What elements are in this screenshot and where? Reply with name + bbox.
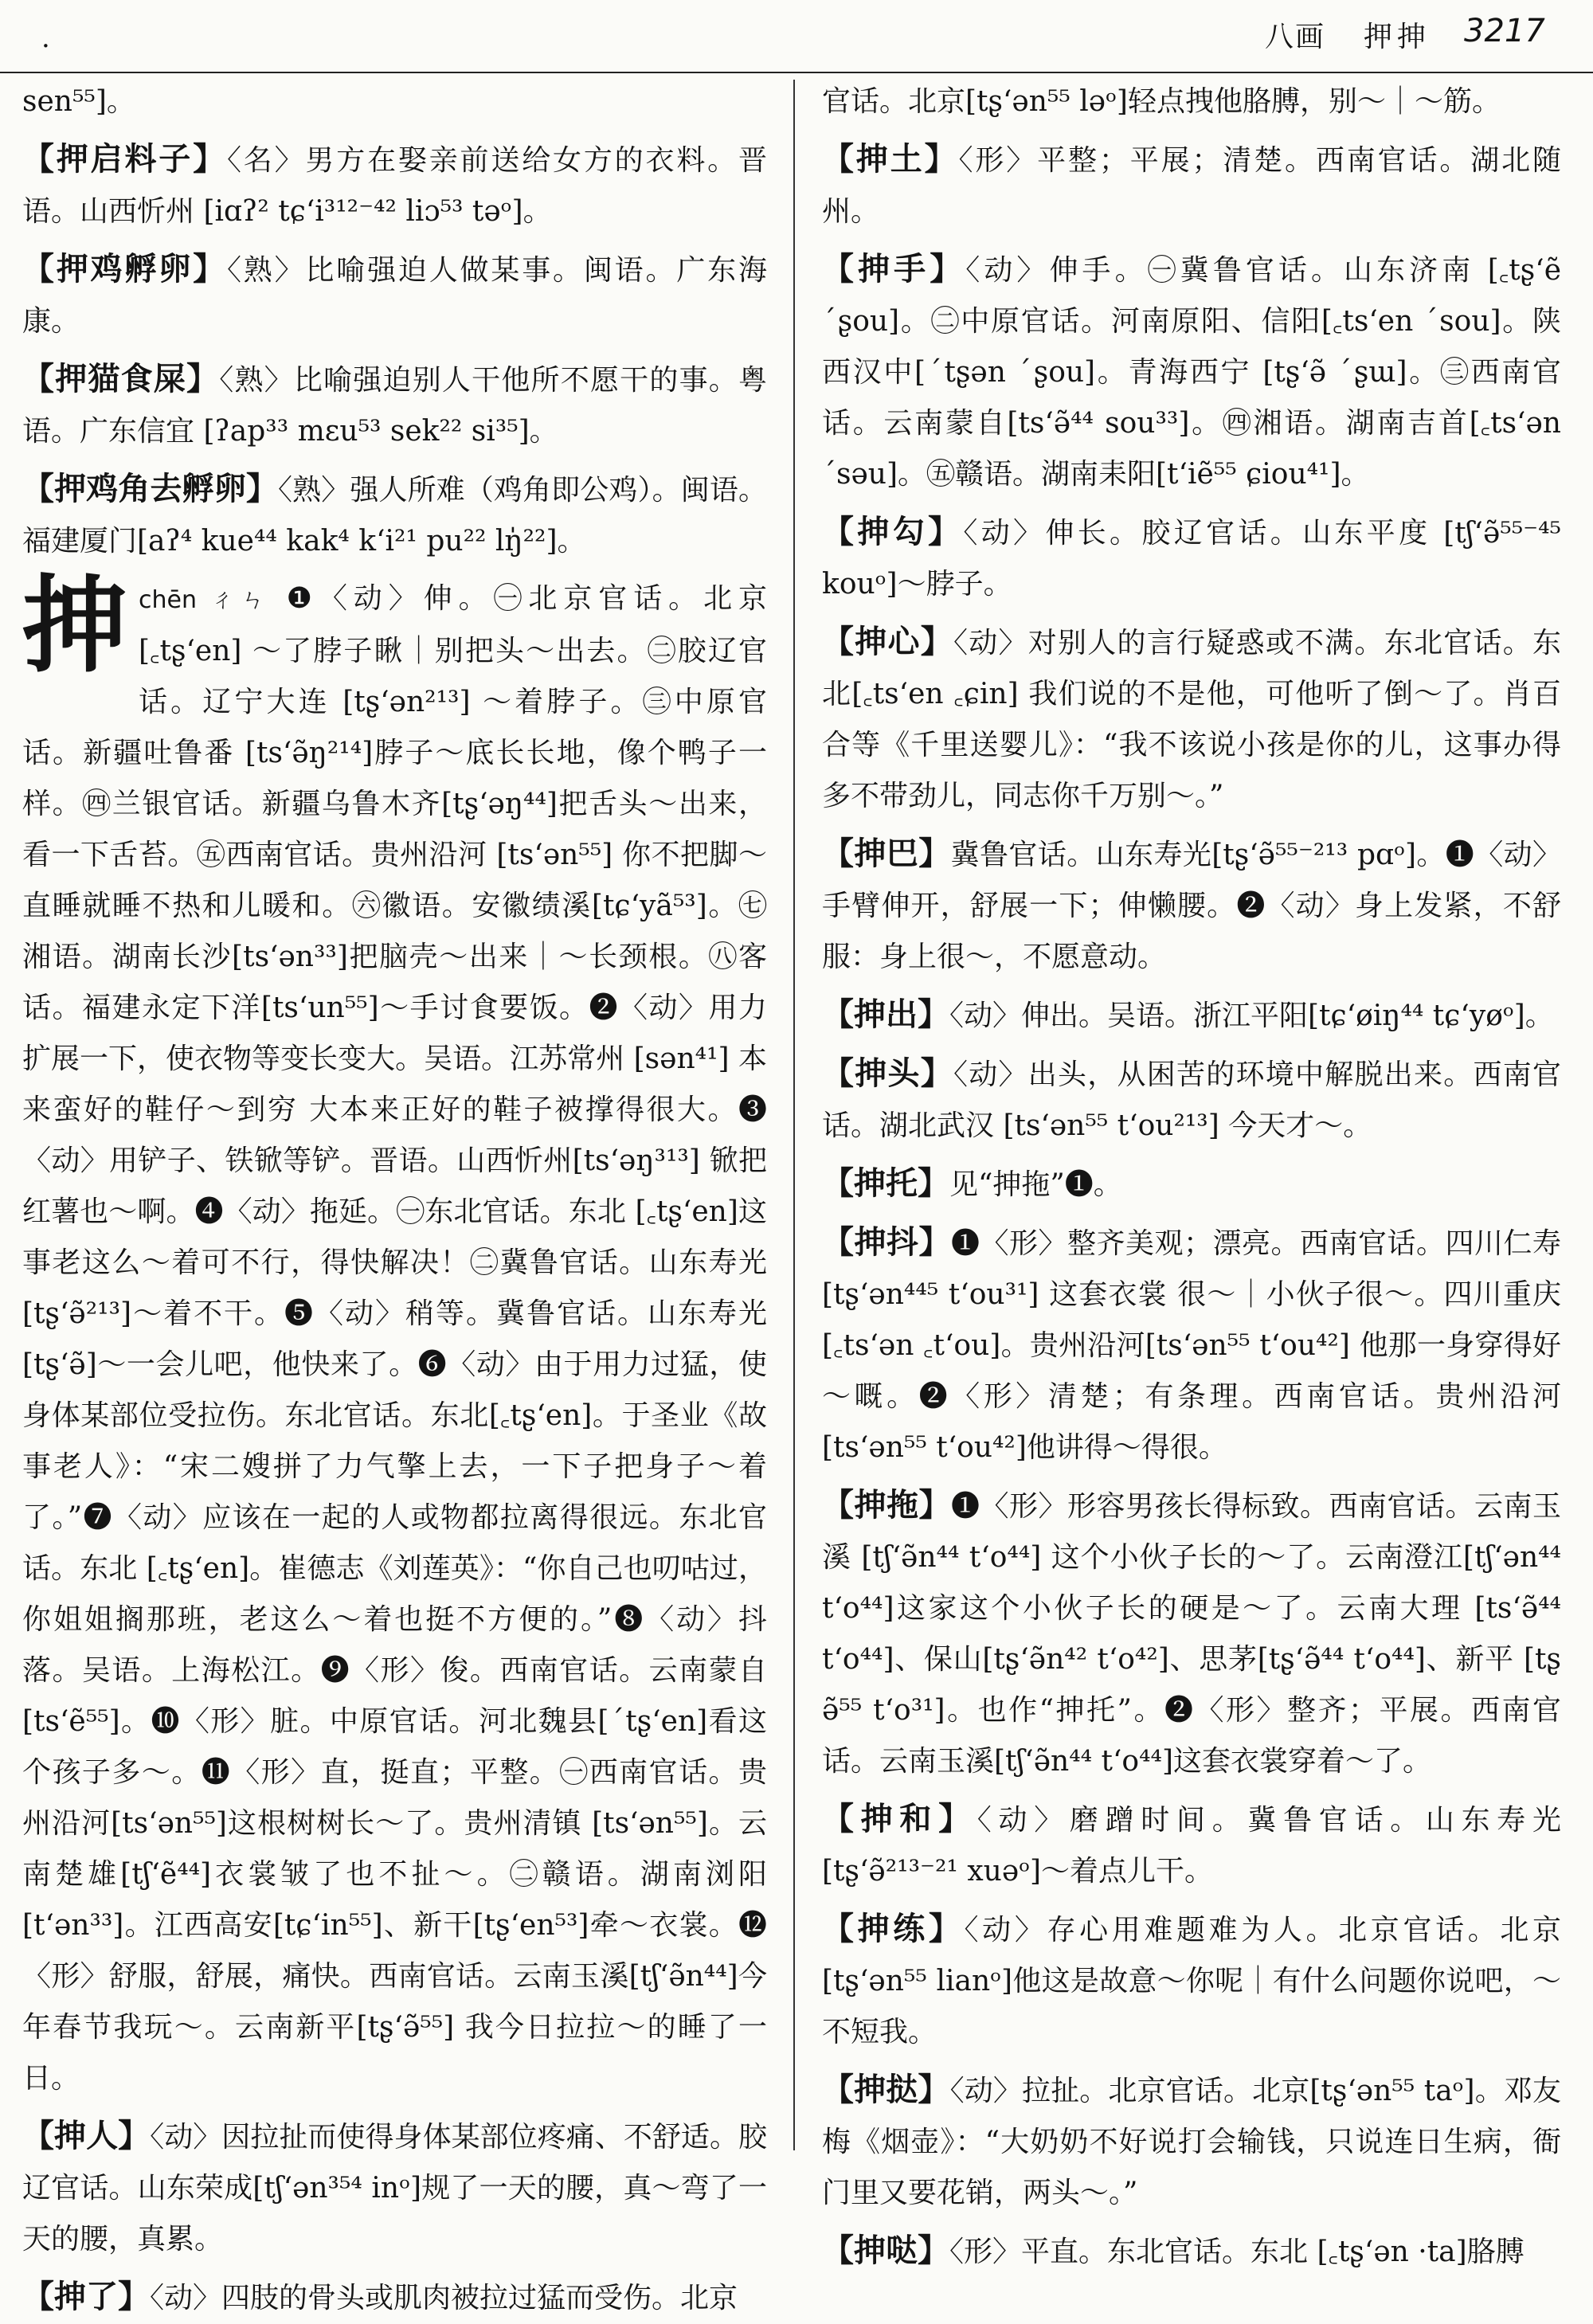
dictionary-entry <box>822 1217 1561 1473</box>
entry-definition: 〈动〉出头，从困苦的环境中解脱出来。西南官话。湖北武汉 [tsʻən⁵⁵ tʻou²¹³] 今天才～。 <box>822 1058 1561 1142</box>
entry-headword: 【抻心】 <box>822 623 953 660</box>
main-character: 抻 <box>22 564 127 687</box>
dictionary-entry <box>22 464 767 567</box>
entry-headword: 【抻托】 <box>822 1164 949 1202</box>
page-header <box>0 0 1593 73</box>
right-column <box>822 76 1562 2269</box>
dictionary-entry <box>822 1794 1561 1897</box>
entry-definition: 〈熟〉比喻强迫人做某事。闽语。广东海康。 <box>22 254 767 338</box>
entry-headword: 【抻人】 <box>22 2117 151 2154</box>
header-characters: 押抻 <box>1364 21 1431 53</box>
dictionary-entry <box>822 1158 1561 1211</box>
entry-definition: ❶〈形〉整齐美观；漂亮。西南官话。四川仁寿 [tʂʻən⁴⁴⁵ tʻou³¹] 这套衣裳 很～｜小伙子很～。四川重庆[꜀tsʻən ꜀tʻou]。贵州沿河[tsʻən⁵⁵ tʻou⁴²] 他那一身穿得好～嘅。❷〈形〉清楚；有条理。西南官话。贵州沿河[tsʻən⁵⁵ tʻou⁴²]他讲得～得很。 <box>822 1227 1561 1464</box>
entry-headword: 【抻头】 <box>822 1054 953 1092</box>
dictionary-entry <box>22 244 767 347</box>
continued-text: 官话。北京[tʂʻən⁵⁵ ləᵒ]轻点拽他胳膊，别～｜～筋。 <box>822 85 1501 118</box>
dictionary-entry <box>822 616 1561 822</box>
entry-headword: 【抻抖】 <box>822 1223 951 1261</box>
entry-definition: 〈熟〉比喻强迫别人干他所不愿干的事。粤语。广东信宜 [ʔap³³ mɛu⁵³ sek²² si³⁵]。 <box>22 364 767 448</box>
entry-definition: 〈动〉伸长。胶辽官话。山东平度 [tʃʻə̃⁵⁵⁻⁴⁵ kouᵒ]～脖子。 <box>822 517 1561 601</box>
entry-headword: 【抻练】 <box>822 1910 965 1947</box>
entry-headword: 【押启料子】 <box>22 140 227 178</box>
entry-headword: 【抻和】 <box>822 1800 977 1837</box>
entry-definition: 〈动〉磨蹭时间。冀鲁官话。山东寿光 [tʂʻə̃²¹³⁻²¹ xuəᵒ]～着点儿干。 <box>822 1804 1561 1888</box>
main-character-pinyin: chēn ㄔㄣ <box>139 586 272 614</box>
main-character-definition: ❶〈动〉伸。㊀北京官话。北京 [꜀tʂʻen] ～了脖子瞅｜别把头～出去。㊁胶辽官话。辽宁大连 [tʂʻən²¹³] ～着脖子。㊂中原官话。新疆吐鲁番 [tsʻə̃ŋ²¹⁴]脖子～底长长地，像个鸭子一样。㊃兰银官话。新疆乌鲁木齐[tʂʻəŋ⁴⁴]把舌头～出来，看一下舌苔。㊄西南官话。贵州沿河 [tsʻən⁵⁵] 你不把脚～直睡就睡不热和儿暖和。㊅徽语。安徽绩溪[tɕʻyã⁵³]。㊆湘语。湖南长沙[tsʻən³³]把脑壳～出来｜～长颈根。㊇客话。福建永定下洋[tsʻun⁵⁵]～手讨食要饭。❷〈动〉用力扩展一下，使衣物等变长变大。吴语。江苏常州 [sən⁴¹] 本来蛮好的鞋仔～到穷 大本来正好的鞋子被撑得很大。❸〈动〉用铲子、铁锨等铲。晋语。山西忻州[tsʻəŋ³¹³] 锨把红薯也～啊。❹〈动〉拖延。㊀东北官话。东北 [꜀tʂʻen]这事老这么～着可不行，得快解决！㊁冀鲁官话。山东寿光[tʂʻə̃²¹³]～着不干。❺〈动〉稍等。冀鲁官话。山东寿光[tʂʻə̃]～一会儿吧，他快来了。❻〈动〉由于用力过猛，使身体某部位受拉伤。东北官话。东北[꜀tʂʻen]。于圣业《故事老人》：“宋二嫂拼了力气擎上去，一下子把身子～着了。”❼〈动〉应该在一起的人或物都拉离得很远。东北官话。东北 [꜀tʂʻen]。崔德志《刘莲英》：“你自己也叨咕过，你姐姐搁那班，老这么～着也挺不方便的。”❽〈动〉抖落。吴语。上海松江。❾〈形〉俊。西南官话。云南蒙自[tsʻẽ⁵⁵]。❿〈形〉脏。中原官话。河北魏县[ˊtʂʻen]看这个孩子多～。⓫〈形〉直，挺直；平整。㊀西南官话。贵州沿河[tsʻən⁵⁵]这根树树长～了。贵州清镇 [tsʻən⁵⁵]。云南楚雄[tʃʻẽ⁴⁴]衣裳皱了也不扯～。㊁赣语。湖南浏阳[tʻən³³]。江西高安[tɕʻin⁵⁵]、新干[tʂʻen⁵³]牵～衣裳。⓬〈形〉舒服，舒展，痛快。西南官话。云南玉溪[tʃʻə̃n⁴⁴]今年春节我玩～。云南新平[tʂʻə̃⁵⁵] 我今日拉拉～的睡了一日。 <box>22 582 767 2095</box>
entry-headword: 【抻土】 <box>822 140 959 178</box>
dictionary-entry <box>822 244 1561 500</box>
entry-headword: 【押鸡孵卵】 <box>22 250 227 288</box>
dictionary-entry <box>822 2225 1561 2278</box>
entry-definition: 〈动〉存心用难题难为人。北京官话。北京 [tʂʻən⁵⁵ lianᵒ]他这是故意～你呢｜有什么问题你说吧，～不短我。 <box>822 1914 1561 2048</box>
entry-headword: 【抻巴】 <box>822 835 951 872</box>
entry-definition: 〈动〉四肢的骨头或肌肉被拉过猛而受伤。北京 <box>150 2282 738 2314</box>
entry-headword: 【押鸡角去孵卵】 <box>22 470 278 507</box>
entry-definition: 〈动〉因拉扯而使得身体某部位疼痛、不舒适。胶辽官话。山东荣成[tʃʻən³⁵⁴ inᵒ]规了一天的腰，真～弯了一天的腰，真累。 <box>22 2121 767 2256</box>
entry-definition: 〈名〉男方在娶亲前送给女方的衣料。晋语。山西忻州 [iɑʔ² tɕʻi³¹²⁻⁴² liɔ⁵³ təᵒ]。 <box>22 144 767 228</box>
dictionary-entry <box>822 828 1561 983</box>
column-divider <box>793 80 795 2150</box>
dictionary-entry <box>22 354 767 457</box>
entry-definition: 见“抻拖”❶。 <box>949 1168 1122 1201</box>
dictionary-entry <box>22 2271 767 2324</box>
header-mark: · <box>41 30 50 62</box>
entry-definition: 〈形〉平整；平展；清楚。西南官话。湖北随州。 <box>822 144 1561 228</box>
header-section: 八画 <box>1265 21 1326 53</box>
entry-definition: 〈熟〉强人所难（鸡角即公鸡）。闽语。福建厦门[aʔ⁴ kue⁴⁴ kak⁴ kʻi²¹ pu²² lŋ̍²²]。 <box>22 474 767 558</box>
dictionary-entry <box>822 1048 1561 1152</box>
entry-definition: 〈动〉对别人的言行疑惑或不满。东北官话。东北[꜀tsʻen ꜀ɕin] 我们说的不是他，可他听了倒～了。肖百合等《千里送婴儿》：“我不该说小孩是你的儿，这事办得多不带劲儿，同志你千万别～。” <box>822 627 1561 812</box>
page-number: 3217 <box>1464 13 1545 49</box>
entry-headword: 【抻拖】 <box>822 1486 951 1524</box>
dictionary-entry <box>822 989 1561 1042</box>
entry-definition: 冀鲁官话。山东寿光[tʂʻə̃⁵⁵⁻²¹³ pɑᵒ]。❶〈动〉手臂伸开，舒展一下；伸懒腰。❷〈动〉身上发紧，不舒服：身上很～，不愿意动。 <box>822 839 1562 973</box>
entry-definition: ❶〈形〉形容男孩长得标致。西南官话。云南玉溪 [tʃʻə̃n⁴⁴ tʻo⁴⁴] 这个小伙子长的～了。云南澄江[tʃʻən⁴⁴ tʻo⁴⁴]这家这个小伙子长的硬是～了。云南大理 [tsʻə̃⁴⁴ tʻo⁴⁴]、保山[tʂʻə̃n⁴² tʻo⁴²]、思茅[tʂʻə̃⁴⁴ tʻo⁴⁴]、新平 [tʂ ə̃⁵⁵ tʻo³¹]。也作“抻托”。❷〈形〉整齐；平展。西南官话。云南玉溪[tʃʻə̃n⁴⁴ tʻo⁴⁴]这套衣裳穿着～了。 <box>822 1490 1561 1778</box>
entry-headword: 【抻勾】 <box>822 513 964 550</box>
left-column <box>22 76 767 2315</box>
entry-definition: 〈动〉伸出。吴语。浙江平阳[tɕʻøiŋ⁴⁴ tɕʻyøᵒ]。 <box>949 1000 1554 1032</box>
entry-headword: 【抻挞】 <box>822 2071 950 2108</box>
entry-headword: 【抻出】 <box>822 996 949 1033</box>
dictionary-entry <box>822 1480 1561 1787</box>
dictionary-entry <box>822 1903 1561 2058</box>
entry-headword: 【抻哒】 <box>822 2232 949 2269</box>
dictionary-entry <box>822 2064 1561 2219</box>
dictionary-entry <box>822 134 1561 237</box>
entry-definition: 〈形〉平直。东北官话。东北 [꜀tʂʻən ·ta]胳膊 <box>949 2236 1525 2268</box>
dictionary-entry <box>22 134 767 237</box>
continued-text: sen⁵⁵]。 <box>22 85 135 118</box>
dictionary-entry <box>22 2111 767 2265</box>
entry-headword: 【押猫食屎】 <box>22 360 220 397</box>
entry-definition: 〈动〉拉扯。北京官话。北京[tʂʻən⁵⁵ taᵒ]。邓友梅《烟壶》：“大奶奶不好说打会输钱，只说连日生病，衙门里又要花销，两头～。” <box>822 2075 1561 2209</box>
main-character-entry <box>22 564 767 2104</box>
entry-headword: 【抻手】 <box>822 250 966 288</box>
entry-definition: 〈动〉伸手。㊀冀鲁官话。山东济南 [꜀tʂʻẽ ˊʂou]。㊁中原官话。河南原阳、信阳[꜀tsʻen ˊsou]。陕西汉中[ˊtʂən ˊʂou]。青海西宁 [tʂʻə̃ ˊʂɯ]。㊂西南官话。云南蒙自[tsʻə̃⁴⁴ sou³³]。㊃湘语。湖南吉首[꜀tsʻən ˊsəu]。㊄赣语。湖南耒阳[tʻiẽ⁵⁵ ɕiou⁴¹]。 <box>822 254 1562 491</box>
entry-headword: 【抻了】 <box>22 2278 150 2315</box>
dictionary-entry <box>822 507 1561 610</box>
